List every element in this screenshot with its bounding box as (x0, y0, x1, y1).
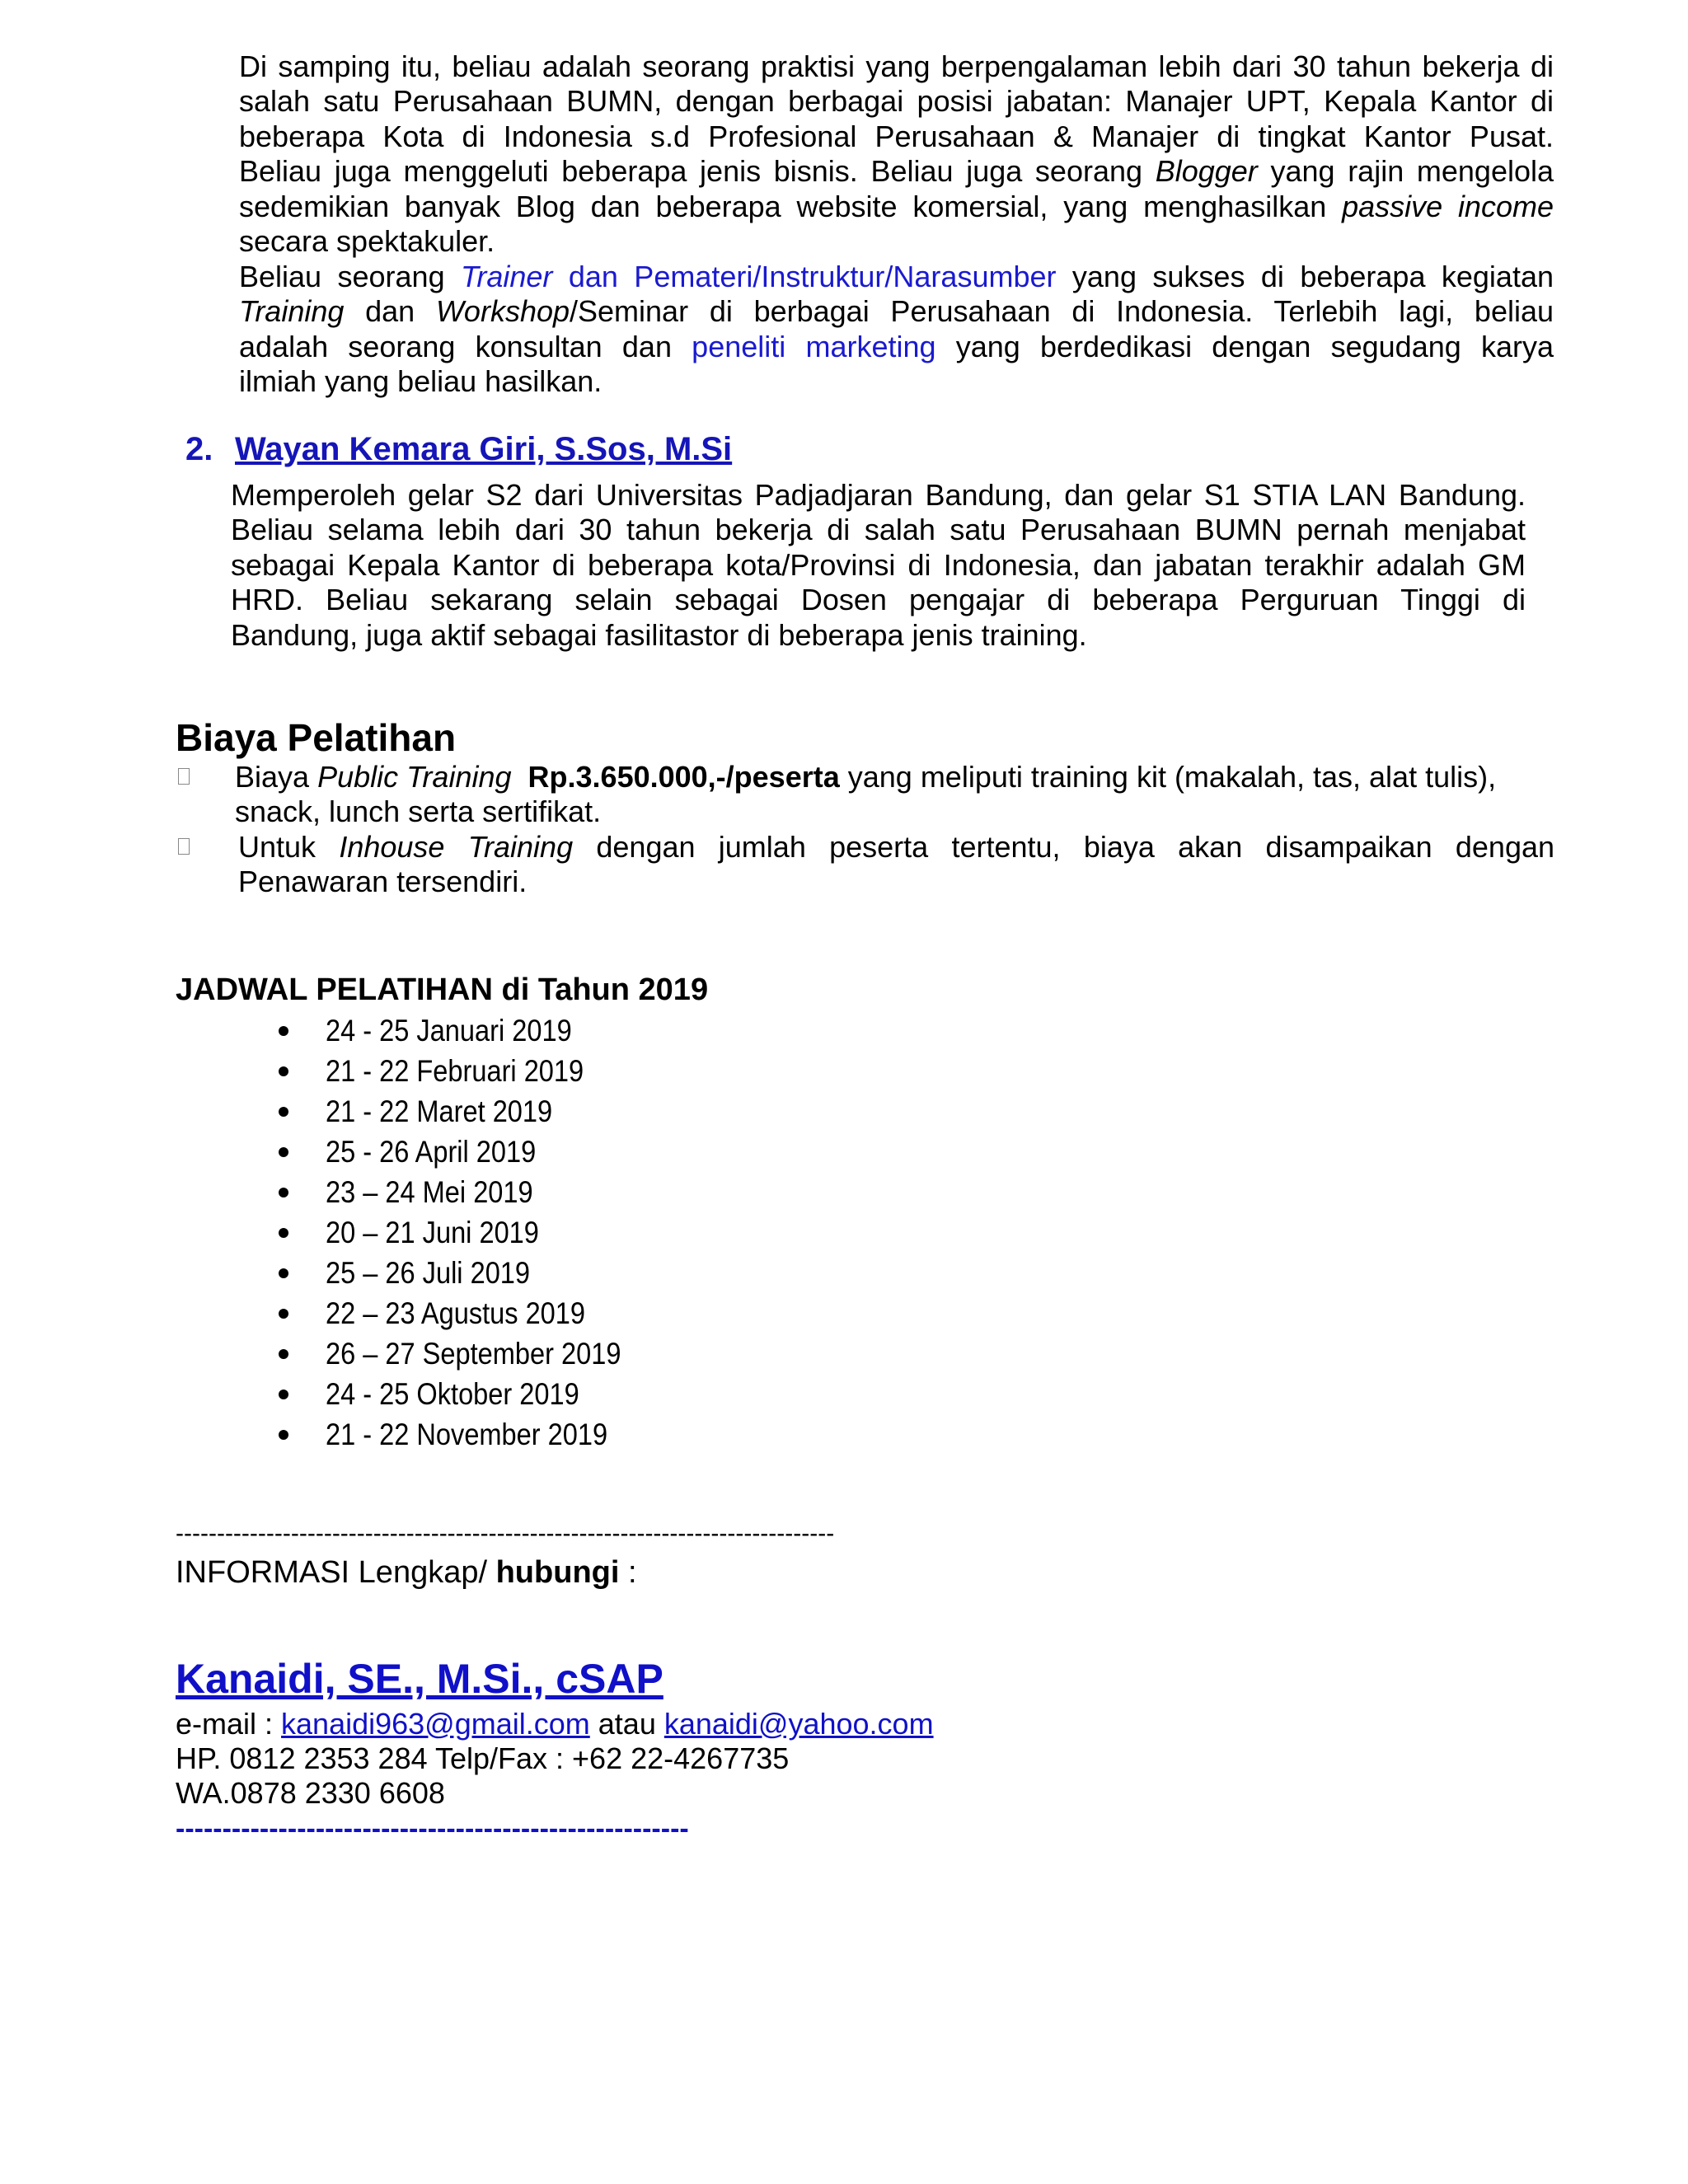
bio1-p2-line-4: ilmiah yang beliau hasilkan. (239, 364, 603, 398)
checkbox-icon (178, 838, 190, 855)
bio1-p2-t11: yang berdedikasi dengan segudang karya (935, 330, 1554, 363)
email-separator: atau (589, 1707, 664, 1741)
bio1-p2-line-1 (239, 260, 1554, 295)
bullet-icon (279, 1188, 288, 1197)
checkbox-icon (178, 768, 190, 785)
bio1-pemateri: dan Pemateri/Instruktur/Narasumber (552, 260, 1057, 293)
contact-name-link[interactable]: Kanaidi, SE., M.Si., cSAP (176, 1656, 663, 1702)
bio1-line-5-text: sedemikian banyak Blog dan beberapa website komersial, yang menghasilkan (239, 190, 1343, 223)
divider-blue: ------------------------------------------------------- (176, 1813, 689, 1844)
bullet-icon (279, 1268, 288, 1278)
schedule-date: 24 - 25 Januari 2019 (326, 1014, 572, 1047)
bullet-icon (279, 1390, 288, 1399)
schedule-title: JADWAL PELATIHAN di Tahun 2019 (176, 972, 709, 1007)
cost-inhouse-training: Inhouse Training (339, 830, 574, 864)
bullet-icon (279, 1228, 288, 1238)
info-hubungi: hubungi (495, 1555, 620, 1590)
bio1-line-1: Di samping itu, beliau adalah seorang praktisi yang berpengalaman lebih dari 30 tahun bekerja di (239, 49, 1554, 83)
cost-public-a: Biaya (235, 760, 318, 794)
bullet-icon (279, 1309, 288, 1319)
schedule-date: 21 - 22 November 2019 (326, 1418, 608, 1451)
schedule-date: 24 - 25 Oktober 2019 (326, 1377, 579, 1411)
bullet-icon (279, 1430, 288, 1440)
info-line (176, 1555, 637, 1590)
bio2-line-4: HRD. Beliau sekarang selain sebagai Dosen pengajar di beberapa Perguruan Tinggi di (231, 583, 1526, 616)
bullet-icon (279, 1107, 288, 1117)
schedule-date: 25 - 26 April 2019 (326, 1135, 537, 1169)
bio2-line-1: Memperoleh gelar S2 dari Universitas Padjadjaran Bandung, dan gelar S1 STIA LAN Bandung. (231, 478, 1526, 512)
bio1-p2-line-3 (239, 330, 1554, 365)
email-yahoo-link[interactable]: kanaidi@yahoo.com (663, 1707, 934, 1741)
bio2-number: 2. (185, 431, 213, 467)
cost-inhouse-a: Untuk (238, 830, 340, 864)
bio1-line-2: salah satu Perusahaan BUMN, dengan berbagai posisi jabatan: Manajer UPT, Kepala Kantor di (239, 84, 1554, 118)
schedule-date: 20 – 21 Juni 2019 (326, 1216, 539, 1249)
schedule-date: 26 – 27 September 2019 (326, 1337, 621, 1371)
email-line (176, 1707, 934, 1741)
cost-title: Biaya Pelatihan (176, 716, 457, 759)
bio1-line-6: secara spektakuler. (239, 224, 495, 258)
cost-public-training: Public Training (317, 760, 512, 794)
schedule-date: 22 – 23 Agustus 2019 (326, 1296, 586, 1330)
bio2-line-5: Bandung, juga aktif sebagai fasilitastor di beberapa jenis training. (231, 618, 1087, 652)
schedule-date: 21 - 22 Maret 2019 (326, 1094, 553, 1128)
bullet-icon (279, 1349, 288, 1359)
cost-item-public-line-2: snack, lunch serta sertifikat. (235, 794, 602, 828)
bio1-line-4 (239, 154, 1554, 190)
cost-item-inhouse (178, 830, 1554, 904)
bio1-p2-t4: yang sukses di beberapa kegiatan (1056, 260, 1554, 293)
bio2-line-2: Beliau selama lebih dari 30 tahun bekerja di salah satu Perusahaan BUMN pernah menjabat (231, 513, 1526, 546)
bio1-p2-t6: dan (344, 294, 436, 328)
cost-item-public (178, 760, 1554, 834)
bio1-p2-line-2 (239, 294, 1554, 330)
bio2-heading (185, 431, 732, 468)
email-gmail-link[interactable]: kanaidi963@gmail.com (281, 1707, 590, 1741)
cost-public-price: Rp.3.650.000,-/peserta (528, 760, 840, 794)
info-text: INFORMASI Lengkap/ (176, 1555, 496, 1590)
phone-line: HP. 0812 2353 284 Telp/Fax : +62 22-4267735 (176, 1741, 790, 1775)
bio2-name-link[interactable]: Wayan Kemara Giri, S.Sos, M.Si (235, 431, 733, 467)
divider: -------------------------------------------------------------------------------- (176, 1520, 835, 1547)
bio1-line-4-text: Beliau juga menggeluti beberapa jenis bisnis. Beliau juga seorang (239, 154, 1156, 188)
bio1-p2-t8: /Seminar di berbagai Perusahaan di Indonesia. Terlebih lagi, beliau (570, 294, 1554, 328)
bio1-workshop: Workshop (435, 294, 570, 328)
bullet-icon (279, 1026, 288, 1036)
bio1-peneliti-marketing: peneliti marketing (692, 330, 936, 363)
bio1-training: Training (239, 294, 345, 328)
email-label: e-mail : (176, 1707, 282, 1741)
bio1-line-5 (239, 190, 1554, 225)
bullet-icon (279, 1147, 288, 1157)
cost-item-inhouse-line-1 (238, 830, 1554, 865)
bio1-trainer: Trainer (461, 260, 553, 293)
info-colon: : (619, 1555, 637, 1590)
bio1-blogger: Blogger (1155, 154, 1258, 188)
cost-item-inhouse-line-2: Penawaran tersendiri. (238, 865, 528, 898)
bio1-line-3: beberapa Kota di Indonesia s.d Profesional Perusahaan & Manajer di tingkat Kantor Pusat. (239, 120, 1554, 153)
bullet-icon (279, 1066, 288, 1076)
wa-line: WA.0878 2330 6608 (176, 1776, 445, 1810)
bio1-passive-income: passive income (1342, 190, 1554, 223)
cost-inhouse-c: dengan jumlah peserta tertentu, biaya akan disampaikan dengan (573, 830, 1555, 864)
cost-public-d: yang meliputi training kit (makalah, tas, alat tulis), (839, 760, 1497, 794)
schedule-date: 23 – 24 Mei 2019 (326, 1175, 533, 1209)
cost-item-public-line-1 (235, 760, 1554, 795)
bio1-p2-t9: adalah seorang konsultan dan (239, 330, 692, 363)
bio1-line-4-end: yang rajin mengelola (1257, 154, 1554, 188)
schedule-date: 21 - 22 Februari 2019 (326, 1054, 584, 1088)
bio2-line-3: sebagai Kepala Kantor di beberapa kota/Provinsi di Indonesia, dan jabatan terakhir adalah GM (231, 548, 1526, 582)
schedule-date: 25 – 26 Juli 2019 (326, 1256, 531, 1290)
bio1-p2-t1: Beliau seorang (239, 260, 462, 293)
